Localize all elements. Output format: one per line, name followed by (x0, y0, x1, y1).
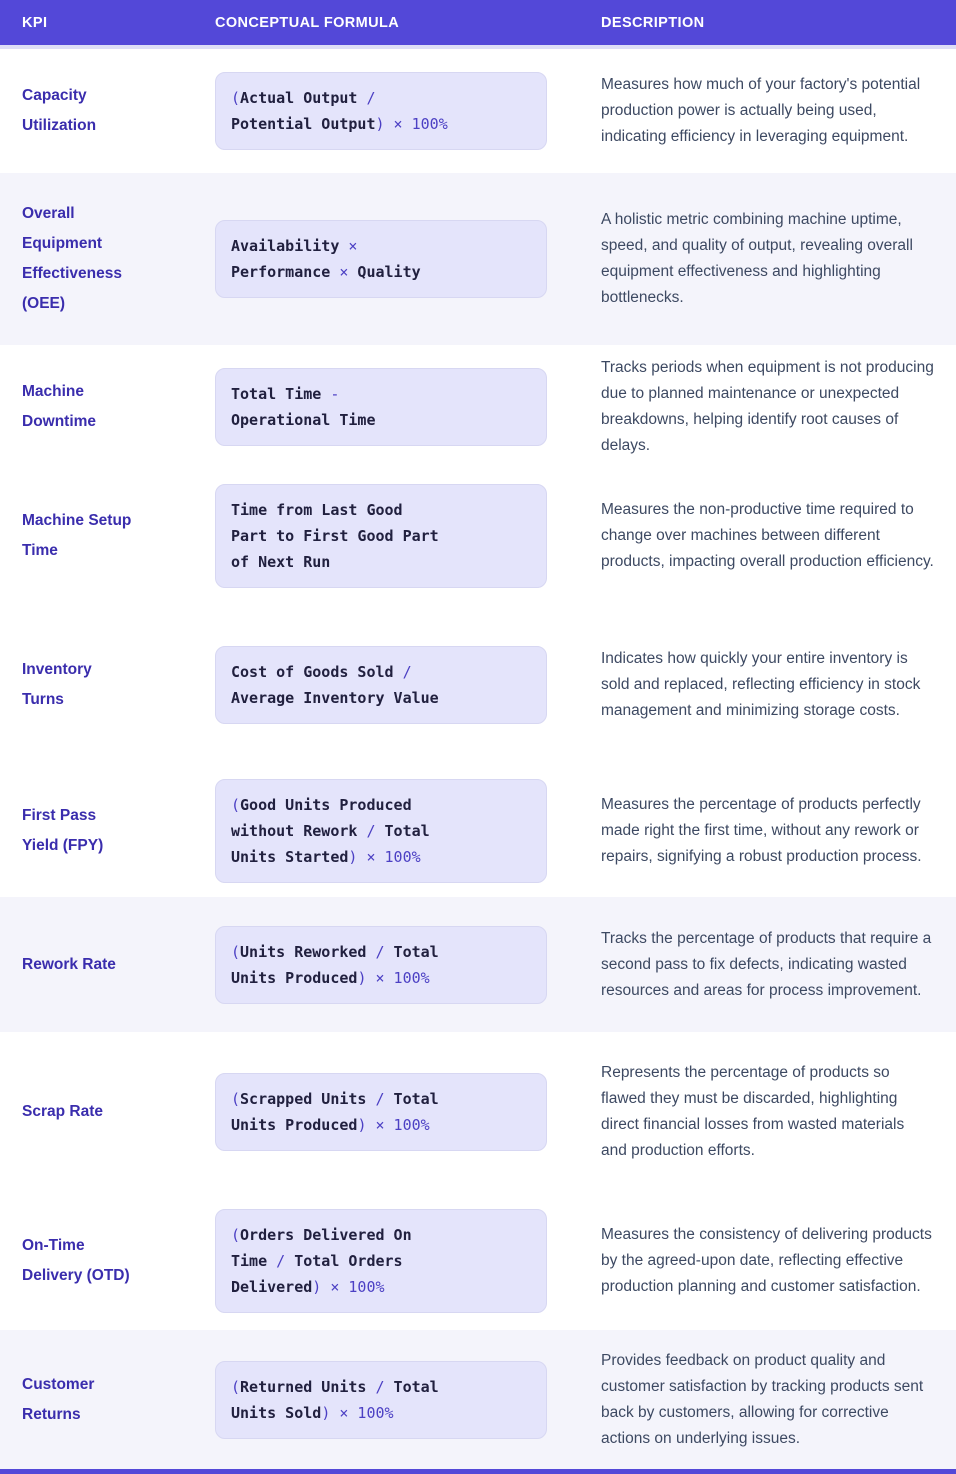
formula-line (231, 659, 531, 685)
table-row (0, 765, 956, 897)
formula-cell (215, 1073, 547, 1151)
kpi-description: A holistic metric combining machine uptime, speed, and quality of output, revealing overall equipment effectiveness and highlighting bottlenecks. (601, 211, 913, 306)
table-row (0, 1192, 956, 1330)
formula-line (231, 259, 531, 285)
formula-operator: ( (231, 1090, 241, 1108)
formula-box (215, 1361, 547, 1439)
kpi-description: Tracks the percentage of products that require a second pass to fix defects, indicating wasted resources and areas for process improvement. (601, 929, 932, 999)
formula-operator: ( (231, 1377, 241, 1396)
kpi-label: Rework Rate (22, 955, 116, 973)
kpi-cell (0, 801, 215, 861)
formula-cell (215, 220, 547, 298)
formula-operator: / (276, 1252, 286, 1270)
kpi-description: Measures the percentage of products perfectly made right the first time, without any rework or repairs, signifying a robust production process. (601, 796, 922, 865)
formula-operator: / (366, 89, 376, 107)
formula-operator: / (366, 822, 376, 840)
formula-word: Units Sold (231, 1403, 322, 1422)
formula-box (215, 779, 547, 883)
formula-word: Total (384, 1377, 439, 1396)
column-header-formula: CONCEPTUAL FORMULA (215, 14, 400, 31)
formula-box (215, 484, 547, 588)
formula-line (231, 381, 531, 407)
formula-word: Average Inventory Value (231, 688, 439, 707)
table-row (0, 897, 956, 1032)
formula-operator: ( (231, 1226, 241, 1244)
formula-cell (215, 72, 547, 150)
kpi-cell (0, 377, 215, 437)
formula-word: Quality (348, 263, 421, 281)
formula-line (231, 1400, 531, 1426)
formula-word: Units Started (231, 848, 349, 866)
formula-cell (215, 646, 547, 724)
formula-word: Availability (231, 237, 349, 255)
kpi-cell (0, 1097, 215, 1127)
formula-operator: ) × 100% (321, 1403, 394, 1422)
formula-line (231, 111, 531, 137)
formula-line (231, 407, 531, 433)
formula-line (231, 1222, 531, 1248)
formula-line (231, 1374, 531, 1400)
kpi-label: Machine Downtime (22, 382, 97, 430)
formula-operator: ( (231, 89, 241, 107)
kpi-label: Machine Setup Time (22, 512, 132, 559)
kpi-description: Provides feedback on product quality and customer satisfaction by tracking products sent back by customers, allowing for corrective actions on underlying issues. (601, 1351, 924, 1447)
formula-operator: / (375, 942, 385, 961)
kpi-cell (0, 1370, 215, 1430)
formula-word: Scrapped Units (240, 1090, 376, 1108)
kpi-description: Indicates how quickly your entire inventory is sold and replaced, reflecting efficiency in stock management and minimizing storage costs. (601, 649, 921, 719)
formula-word: Part to First Good Part (231, 527, 439, 545)
formula-word: Total (384, 942, 439, 961)
formula-operator: ) × 100% (357, 968, 430, 987)
formula-word: without Rework (231, 822, 367, 840)
formula-cell (215, 484, 547, 588)
formula-word: Orders Delivered On (240, 1226, 412, 1244)
formula-line (231, 523, 531, 549)
kpi-cell (0, 81, 215, 141)
kpi-description: Tracks periods when equipment is not producing due to planned maintenance or unexpected breakdowns, helping identify root causes of delays. (601, 358, 934, 454)
column-header-kpi: KPI (22, 14, 48, 31)
formula-line (231, 685, 531, 711)
table-row (0, 1032, 956, 1192)
formula-word: Units Produced (231, 1116, 358, 1134)
table-row (0, 468, 956, 604)
formula-cell (215, 926, 547, 1004)
kpi-description: Measures the non-productive time required to change over machines between different products, impacting overall production efficiency. (601, 501, 934, 570)
formula-operator: / (375, 1090, 385, 1108)
formula-word: Time from Last Good (231, 501, 403, 519)
formula-box (215, 1209, 547, 1313)
formula-word: Time (231, 1252, 277, 1270)
formula-line (231, 792, 531, 818)
formula-operator: ) × 100% (357, 1116, 430, 1134)
formula-line (231, 1086, 531, 1112)
formula-operator: - (330, 384, 340, 403)
table-row (0, 345, 956, 468)
kpi-label: Overall Equipment Effectiveness (OEE) (22, 205, 122, 312)
formula-word: Performance (231, 263, 340, 281)
kpi-description: Measures how much of your factory's potential production power is actually being used, indicating efficiency in leveraging equipment. (601, 76, 921, 145)
formula-line (231, 233, 531, 259)
kpi-description: Measures the consistency of delivering products by the agreed-upon date, reflecting effective production planning and customer satisfaction. (601, 1226, 932, 1295)
formula-word: Units Produced (231, 968, 358, 987)
formula-line (231, 497, 531, 523)
formula-word: Operational Time (231, 410, 376, 429)
formula-cell (215, 779, 547, 883)
formula-operator: ) × 100% (375, 115, 448, 133)
formula-cell (215, 1209, 547, 1313)
formula-cell (215, 1361, 547, 1439)
formula-word: Potential Output (231, 115, 376, 133)
formula-word: Actual Output (240, 89, 367, 107)
kpi-cell (0, 1231, 215, 1291)
table-row (0, 49, 956, 173)
table-row (0, 604, 956, 765)
kpi-label: Capacity Utilization (22, 87, 97, 134)
kpi-cell (0, 506, 215, 566)
formula-word: Total Time (231, 384, 331, 403)
formula-word: Total (384, 1090, 439, 1108)
formula-operator: ( (231, 796, 241, 814)
table-body (0, 49, 956, 1469)
kpi-cell (0, 199, 215, 319)
formula-line (231, 844, 531, 870)
formula-box (215, 368, 547, 446)
formula-box (215, 1073, 547, 1151)
formula-word: of Next Run (231, 553, 331, 571)
kpi-label: Scrap Rate (22, 1103, 103, 1120)
formula-word: Returned Units (240, 1377, 376, 1396)
kpi-label: First Pass Yield (FPY) (22, 807, 104, 854)
column-header-description: DESCRIPTION (601, 14, 705, 31)
formula-operator: ( (231, 942, 241, 961)
kpi-description: Represents the percentage of products so flawed they must be discarded, highlighting direct financial losses from wasted materials and production efforts. (601, 1064, 905, 1159)
formula-operator: ) × 100% (348, 848, 421, 866)
kpi-cell (0, 655, 215, 715)
formula-line (231, 85, 531, 111)
formula-line (231, 549, 531, 575)
formula-word: Good Units Produced (240, 796, 412, 814)
formula-line (231, 1274, 531, 1300)
formula-operator: × (339, 263, 349, 281)
formula-operator: / (375, 1377, 385, 1396)
table-row (0, 1330, 956, 1469)
kpi-label: On-Time Delivery (OTD) (22, 1237, 130, 1284)
formula-line (231, 1248, 531, 1274)
formula-box (215, 646, 547, 724)
formula-word: Total Orders (285, 1252, 403, 1270)
formula-word: Cost of Goods Sold (231, 662, 403, 681)
formula-box (215, 220, 547, 298)
formula-word: Delivered (231, 1278, 313, 1296)
footer-accent-bar (0, 1469, 956, 1474)
kpi-cell (0, 950, 215, 980)
formula-line (231, 939, 531, 965)
formula-operator: × (348, 237, 358, 255)
table-row (0, 173, 956, 345)
kpi-label: Customer Returns (22, 1375, 95, 1423)
formula-operator: / (402, 662, 412, 681)
formula-line (231, 818, 531, 844)
formula-line (231, 965, 531, 991)
table-header-row (0, 0, 956, 49)
formula-box (215, 926, 547, 1004)
formula-box (215, 72, 547, 150)
formula-cell (215, 368, 547, 446)
kpi-label: Inventory Turns (22, 660, 92, 708)
formula-word: Total (375, 822, 430, 840)
formula-line (231, 1112, 531, 1138)
formula-operator: ) × 100% (312, 1278, 385, 1296)
formula-word: Units Reworked (240, 942, 376, 961)
